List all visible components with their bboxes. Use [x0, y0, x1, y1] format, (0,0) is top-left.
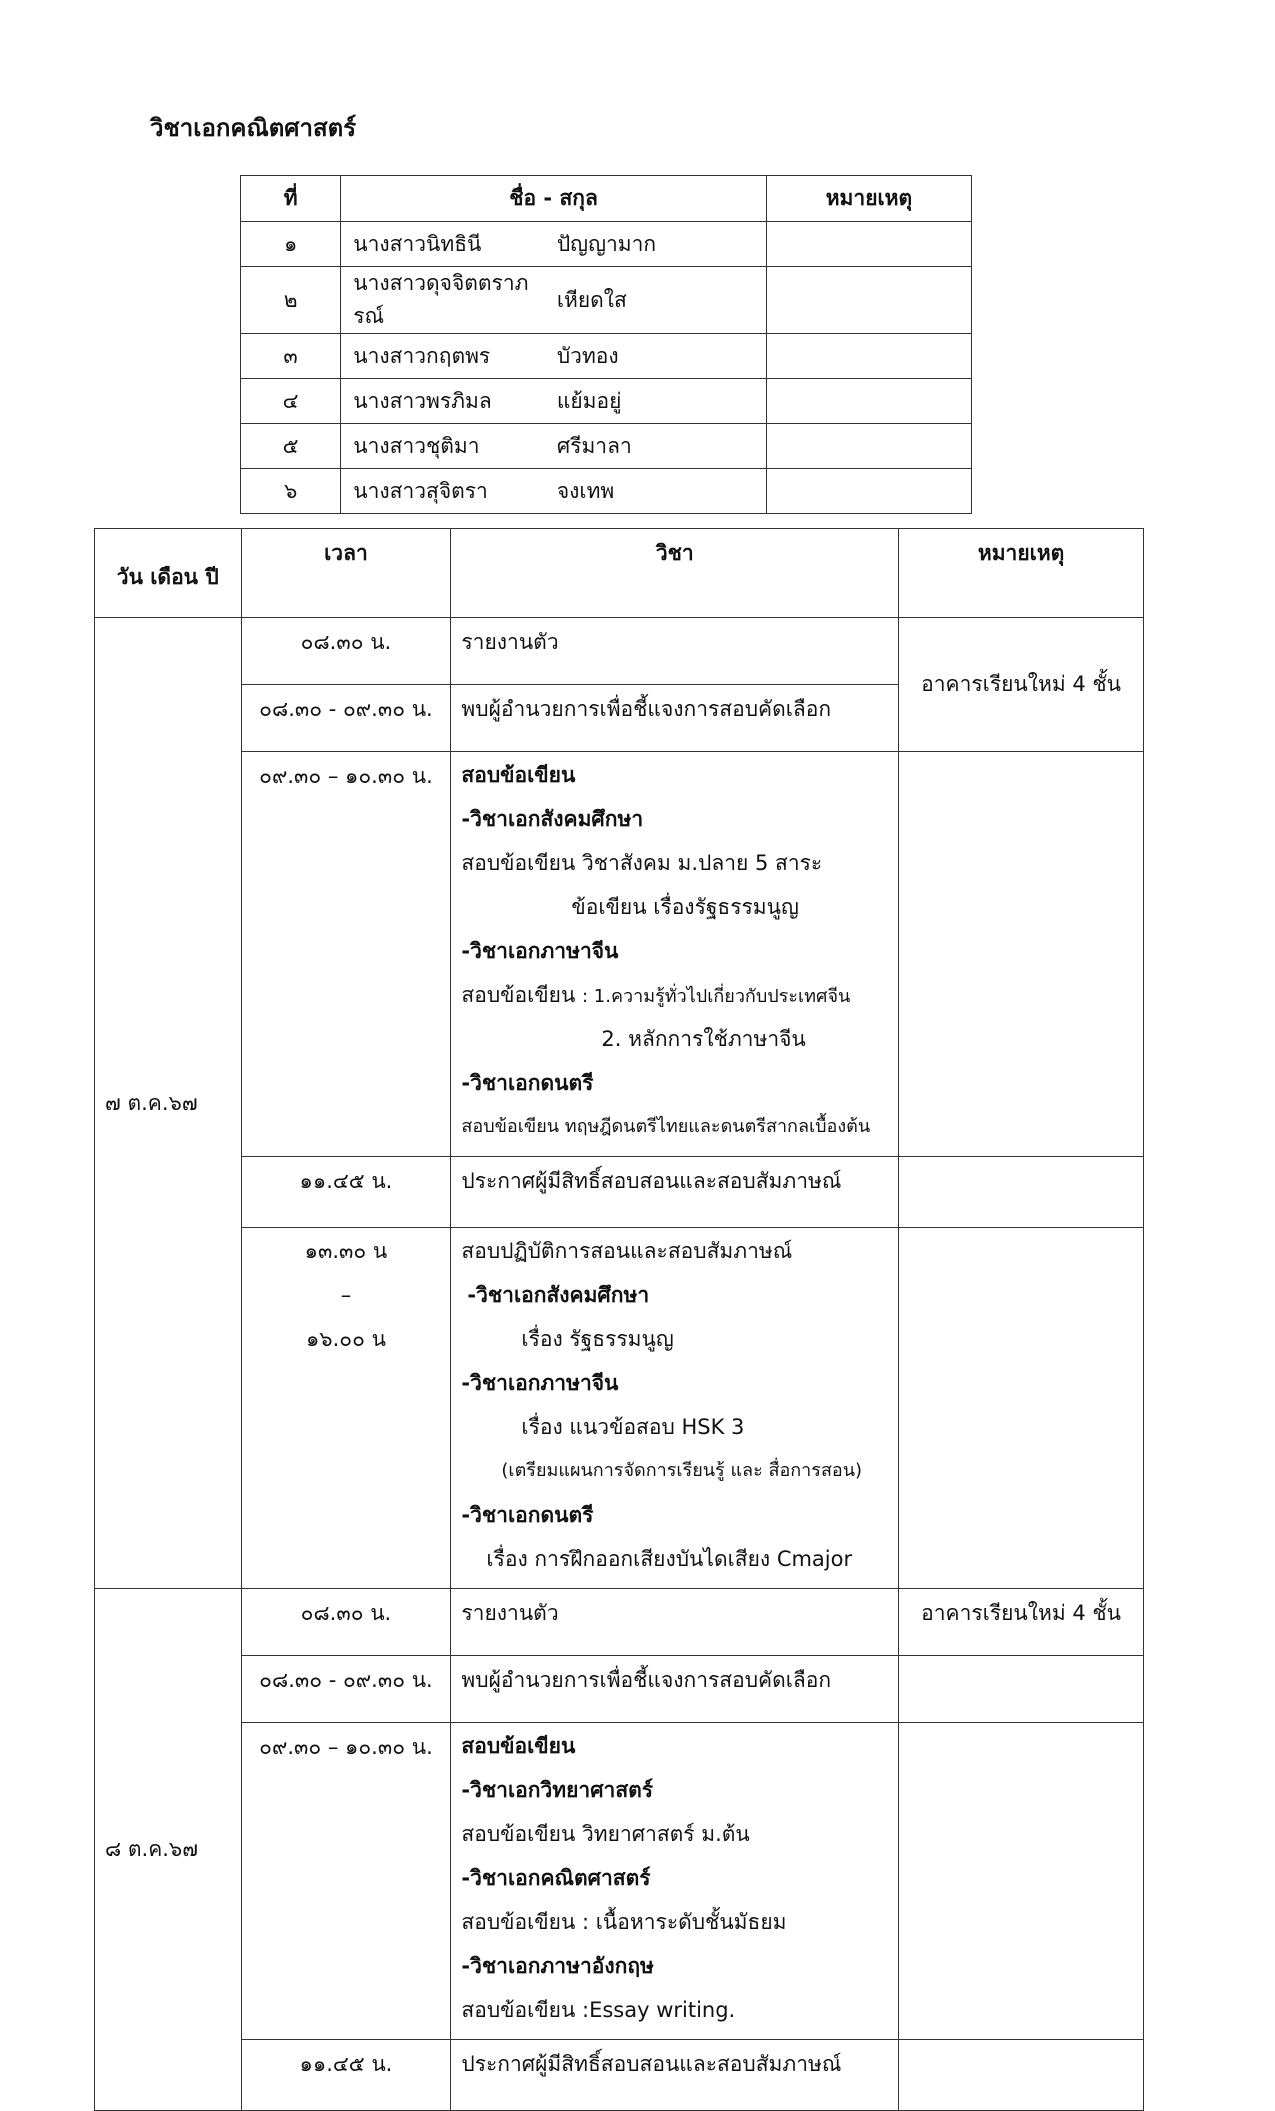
header-note: หมายเหตุ — [899, 529, 1144, 618]
subject-cell: รายงานตัว — [451, 618, 899, 685]
row-note — [766, 469, 971, 514]
note-cell — [899, 1228, 1144, 1589]
subject-cell: พบผู้อำนวยการเพื่อชี้แจงการสอบคัดเลือก — [451, 685, 899, 752]
note-cell — [899, 1656, 1144, 1723]
time-line: – — [340, 1283, 352, 1307]
subject-line: เรื่อง แนวข้อสอบ HSK 3 — [521, 1415, 745, 1439]
subject-cell: รายงานตัว — [451, 1589, 899, 1656]
header-note: หมายเหตุ — [766, 176, 971, 222]
time-cell: ๐๘.๓๐ - ๐๙.๓๐ น. — [241, 685, 451, 752]
table-row — [95, 1157, 1144, 1228]
table-row — [95, 1656, 1144, 1723]
row-no: ๑ — [241, 222, 341, 267]
subject-line: -วิชาเอกภาษาอังกฤษ — [461, 1954, 654, 1978]
row-note — [766, 379, 971, 424]
subject-line: -วิชาเอกสังคมศึกษา — [467, 1283, 650, 1307]
header-subject: วิชา — [451, 529, 899, 618]
note-cell — [899, 752, 1144, 1157]
note-cell — [899, 1157, 1144, 1228]
note-cell: อาคารเรียนใหม่ 4 ชั้น — [899, 1589, 1144, 1656]
last-name: แย้มอยู่ — [557, 379, 767, 424]
subject-line: สอบข้อเขียน — [461, 763, 576, 787]
subject-line: (เตรียมแผนการจัดการเรียนรู้ และ สื่อการสอน) — [501, 1460, 863, 1481]
time-cell: ๐๙.๓๐ – ๑๐.๓๐ น. — [241, 752, 451, 1157]
time-cell: ๐๘.๓๐ - ๐๙.๓๐ น. — [241, 1656, 451, 1723]
time-line: ๑๓.๓๐ น — [304, 1239, 388, 1263]
subject-line: -วิชาเอกภาษาจีน — [461, 939, 619, 963]
last-name: ปัญญามาก — [557, 222, 767, 267]
last-name: จงเทพ — [557, 469, 767, 514]
time-cell: ๐๘.๓๐ น. — [241, 1589, 451, 1656]
schedule-table — [94, 528, 1144, 2111]
candidate-table — [240, 175, 972, 514]
table-row — [241, 469, 972, 514]
date-cell: ๗ ต.ค.๖๗ — [95, 618, 242, 1589]
time-cell: ๑๑.๔๕ น. — [241, 2040, 451, 2111]
row-no: ๓ — [241, 334, 341, 379]
subject-line: -วิชาเอกวิทยาศาสตร์ — [461, 1778, 654, 1802]
row-no: ๖ — [241, 469, 341, 514]
time-cell: ๐๙.๓๐ – ๑๐.๓๐ น. — [241, 1723, 451, 2040]
first-name: นางสาวกฤตพร — [341, 334, 557, 379]
subject-line: สอบข้อเขียน — [461, 1734, 576, 1758]
row-note — [766, 222, 971, 267]
first-name: นางสาวดุจจิตตราภรณ์ — [341, 267, 557, 334]
time-cell — [241, 1228, 451, 1589]
subject-line — [461, 980, 898, 1024]
subject-line: สอบข้อเขียน : เนื้อหาระดับชั้นมัธยม — [461, 1910, 787, 1934]
last-name: เหียดใส — [557, 267, 767, 334]
table-row — [95, 1228, 1144, 1589]
subject-line: -วิชาเอกดนตรี — [461, 1071, 594, 1095]
first-name: นางสาวชุติมา — [341, 424, 557, 469]
first-name: นางสาวพรภิมล — [341, 379, 557, 424]
note-cell: อาคารเรียนใหม่ 4 ชั้น — [899, 618, 1144, 752]
table-row — [95, 752, 1144, 1157]
subject-cell — [451, 1723, 899, 2040]
row-note — [766, 334, 971, 379]
subject-line: -วิชาเอกดนตรี — [461, 1503, 594, 1527]
table-row — [95, 1723, 1144, 2040]
first-name: นางสาวสุจิตรา — [341, 469, 557, 514]
subject-line: เรื่อง รัฐธรรมนูญ — [521, 1327, 674, 1351]
subject-line: สอบปฏิบัติการสอนและสอบสัมภาษณ์ — [461, 1239, 793, 1263]
table-row — [241, 222, 972, 267]
header-date: วัน เดือน ปี — [95, 529, 242, 618]
table-row — [95, 1589, 1144, 1656]
last-name: ศรีมาลา — [557, 424, 767, 469]
header-no: ที่ — [241, 176, 341, 222]
subject-line: สอบข้อเขียน :Essay writing. — [461, 1998, 736, 2022]
subject-line: สอบข้อเขียน ทฤษฎีดนตรีไทยและดนตรีสากลเบื้องต้น — [461, 1116, 871, 1137]
header-time: เวลา — [241, 529, 451, 618]
subject-cell: พบผู้อำนวยการเพื่อชี้แจงการสอบคัดเลือก — [451, 1656, 899, 1723]
subject-cell: ประกาศผู้มีสิทธิ์สอบสอนและสอบสัมภาษณ์ — [451, 1157, 899, 1228]
candidate-header-row — [241, 176, 972, 222]
row-note — [766, 267, 971, 334]
table-row — [241, 334, 972, 379]
date-cell: ๘ ต.ค.๖๗ — [95, 1589, 242, 2111]
subject-line: สอบข้อเขียน วิชาสังคม ม.ปลาย 5 สาระ — [461, 851, 823, 875]
row-note — [766, 424, 971, 469]
table-row — [241, 379, 972, 424]
subject-line: 2. หลักการใช้ภาษาจีน — [601, 1027, 806, 1051]
subject-line: -วิชาเอกภาษาจีน — [461, 1371, 619, 1395]
subject-cell: ประกาศผู้มีสิทธิ์สอบสอนและสอบสัมภาษณ์ — [451, 2040, 899, 2111]
subject-cell — [451, 752, 899, 1157]
row-no: ๒ — [241, 267, 341, 334]
row-no: ๔ — [241, 379, 341, 424]
last-name: บัวทอง — [557, 334, 767, 379]
row-no: ๕ — [241, 424, 341, 469]
note-cell — [899, 1723, 1144, 2040]
schedule-header-row — [95, 529, 1144, 618]
header-name: ชื่อ - สกุล — [341, 176, 767, 222]
subject-line-part: : 1.ความรู้ทั่วไปเกี่ยวกับประเทศจีน — [582, 986, 851, 1007]
subject-line: เรื่อง การฝึกออกเสียงบันไดเสียง Cmajor — [486, 1547, 853, 1571]
subject-line: สอบข้อเขียน วิทยาศาสตร์ ม.ต้น — [461, 1822, 750, 1846]
subject-line-part: สอบข้อเขียน — [461, 983, 583, 1007]
table-row — [241, 424, 972, 469]
subject-line: -วิชาเอกสังคมศึกษา — [461, 807, 644, 831]
table-row — [241, 267, 972, 334]
time-cell: ๑๑.๔๕ น. — [241, 1157, 451, 1228]
first-name: นางสาวนิทธินี — [341, 222, 557, 267]
subject-line: -วิชาเอกคณิตศาสตร์ — [461, 1866, 651, 1890]
table-row — [95, 618, 1144, 685]
subject-line: ข้อเขียน เรื่องรัฐธรรมนูญ — [571, 895, 799, 919]
time-line: ๑๖.๐๐ น — [305, 1327, 386, 1351]
subject-cell — [451, 1228, 899, 1589]
time-cell: ๐๘.๓๐ น. — [241, 618, 451, 685]
page-heading: วิชาเอกคณิตศาสตร์ — [150, 114, 357, 142]
